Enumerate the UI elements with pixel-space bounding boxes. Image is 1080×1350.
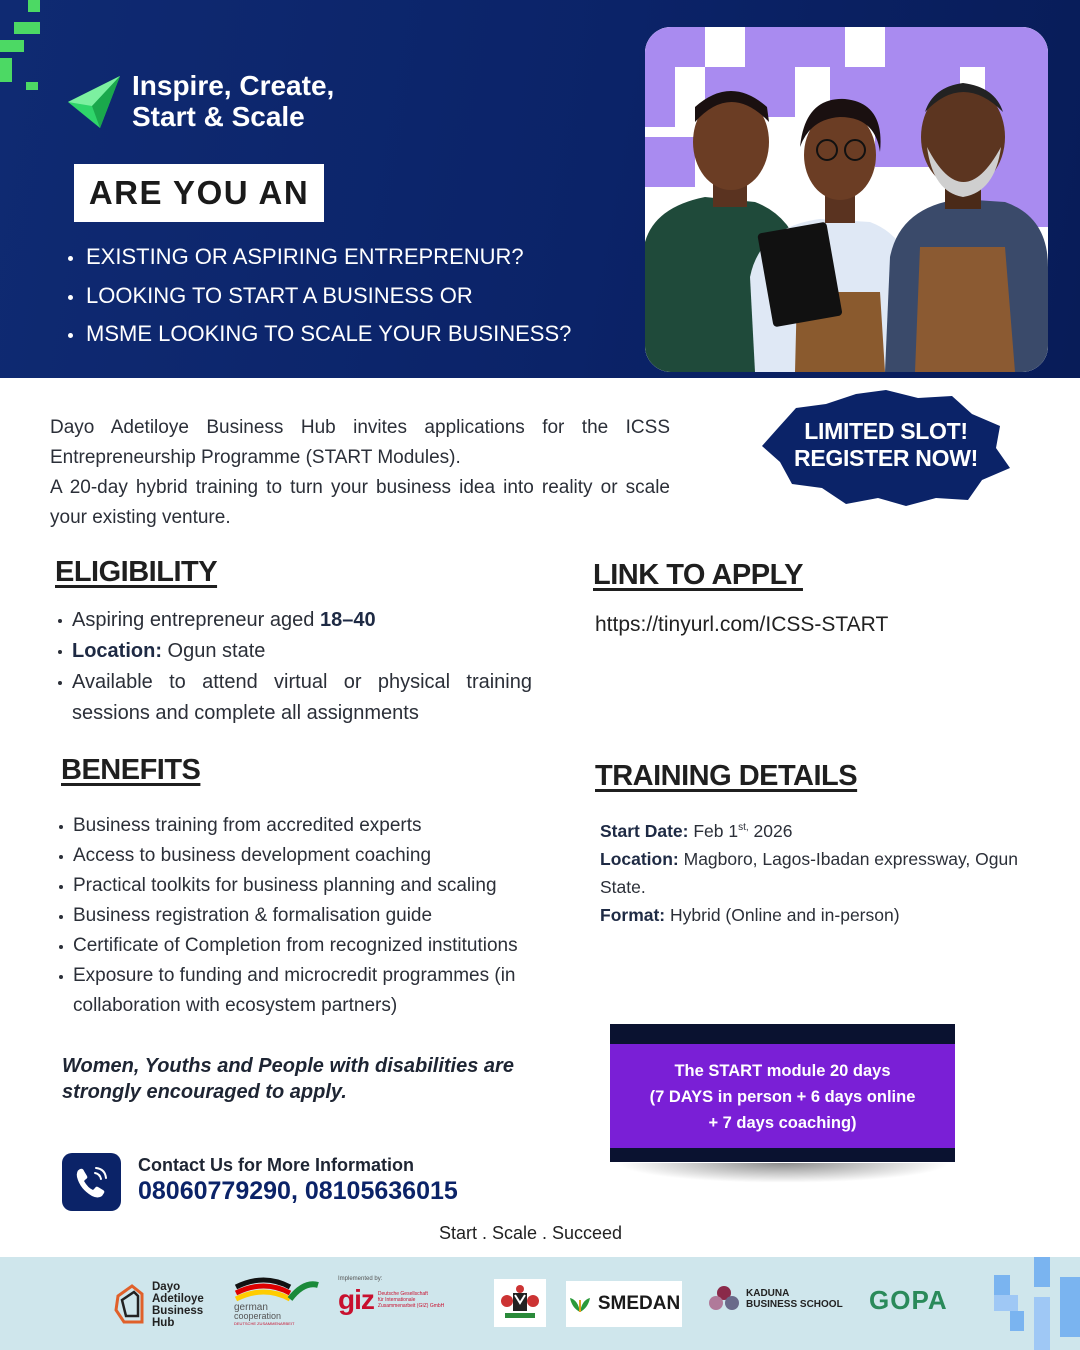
intro-paragraph-2: A 20-day hybrid training to turn your business idea into reality or scale your existing venture. xyxy=(50,477,670,528)
limited-slot-badge xyxy=(760,388,1012,508)
gopa-logo: GOPA xyxy=(869,1285,948,1315)
benefit-item: Business registration & formalisation guide xyxy=(56,901,546,931)
question-item: EXISTING OR ASPIRING ENTREPRENUR? xyxy=(66,238,571,277)
pixel-corner-decoration xyxy=(990,1257,1080,1350)
benefit-item: Exposure to funding and microcredit programmes (in collaboration with ecosystem partners) xyxy=(56,961,546,1021)
brand-line-1: Inspire, Create, xyxy=(132,70,335,101)
audience-questions xyxy=(66,238,571,354)
start-date: Start Date: Feb $1^{st,}$ 2026 xyxy=(600,820,793,841)
pixel-decoration xyxy=(26,82,38,90)
smedan-leaf-icon xyxy=(568,1294,592,1314)
apply-heading: LINK TO APPLY xyxy=(593,559,803,591)
german-flag-swoosh-icon xyxy=(234,1277,320,1303)
eligibility-item: Location: Ogun state xyxy=(55,636,532,667)
eligibility-heading: ELIGIBILITY xyxy=(55,556,218,588)
module-info-box xyxy=(610,1024,955,1162)
benefit-item: Practical toolkits for business planning and scaling xyxy=(56,871,546,901)
inclusion-note: Women, Youths and People with disabilities are strongly encouraged to apply. xyxy=(62,1055,514,1103)
benefit-item: Certificate of Completion from recognized institutions xyxy=(56,931,546,961)
eligibility-item: Available to attend virtual or physical training sessions and complete all assignments xyxy=(55,667,532,729)
training-details xyxy=(600,814,1020,929)
kaduna-business-school-logo: KADUNA BUSINESS SCHOOL xyxy=(708,1283,843,1315)
entrepreneurs-photo xyxy=(645,27,1048,372)
training-location: Location: Magboro, Lagos-Ibadan expressway, Ogun State. xyxy=(600,848,1018,897)
benefit-item: Business training from accredited experts xyxy=(56,811,546,841)
dabh-mark-icon xyxy=(112,1282,148,1328)
pixel-decoration xyxy=(28,0,40,12)
benefits-heading: BENEFITS xyxy=(61,754,201,786)
pixel-decoration xyxy=(0,40,24,52)
module-line-2: (7 DAYS in person + 6 days online xyxy=(649,1088,916,1106)
intro-paragraph-1: Dayo Adetiloye Business Hub invites applications for the ICSS Entrepreneurship Programme (START Modules). xyxy=(50,417,670,468)
giz-logo: Implemented by: giz Deutsche Gesellschaft für Internationale Zusammenarbeit (GIZ) GmbH xyxy=(338,1276,445,1315)
benefit-item: Access to business development coaching xyxy=(56,841,546,871)
entrepreneurs-illustration xyxy=(645,27,1048,372)
german-cooperation-logo: german cooperation DEUTSCHE ZUSAMMENARBEIT xyxy=(234,1277,320,1326)
badge-line-2: REGISTER NOW! xyxy=(794,445,978,471)
are-you-an-box xyxy=(74,164,324,222)
nigeria-coat-of-arms-icon xyxy=(494,1279,546,1327)
benefits-list xyxy=(56,811,546,1021)
question-item: MSME LOOKING TO SCALE YOUR BUSINESS? xyxy=(66,315,571,354)
hero-banner xyxy=(0,0,1080,378)
contact-label: Contact Us for More Information xyxy=(138,1155,415,1175)
module-line-1: The START module 20 days xyxy=(674,1062,891,1080)
dabh-logo: Dayo Adetiloye Business Hub xyxy=(112,1281,204,1329)
badge-line-1: LIMITED SLOT! xyxy=(804,418,968,444)
training-heading: TRAINING DETAILS xyxy=(595,760,858,792)
tagline: Start . Scale . Succeed xyxy=(438,1223,623,1243)
question-item: LOOKING TO START A BUSINESS OR xyxy=(66,277,571,316)
contact-phones[interactable]: 08060779290, 08105636015 xyxy=(138,1177,458,1205)
smedan-logo: SMEDAN xyxy=(566,1281,682,1327)
brand-line-2: Start & Scale xyxy=(132,101,305,132)
eligibility-item: Aspiring entrepreneur aged 18–40 xyxy=(55,605,532,636)
phone-icon xyxy=(62,1153,121,1211)
module-line-3: + 7 days coaching) xyxy=(708,1114,857,1132)
are-you-an-heading: ARE YOU AN xyxy=(88,174,310,211)
intro-text xyxy=(50,413,670,533)
arrow-logo-icon xyxy=(66,70,122,132)
partner-logos-footer xyxy=(0,1257,1080,1350)
brand-lockup xyxy=(66,70,334,132)
training-format: Format: Hybrid (Online and in-person) xyxy=(600,904,900,925)
pixel-decoration xyxy=(14,22,40,34)
eligibility-list xyxy=(55,605,532,729)
pixel-decoration xyxy=(0,58,12,82)
apply-link[interactable]: https://tinyurl.com/ICSS-START xyxy=(595,613,889,636)
kbs-emblem-icon xyxy=(708,1283,740,1315)
module-box-shadow xyxy=(616,1163,951,1183)
